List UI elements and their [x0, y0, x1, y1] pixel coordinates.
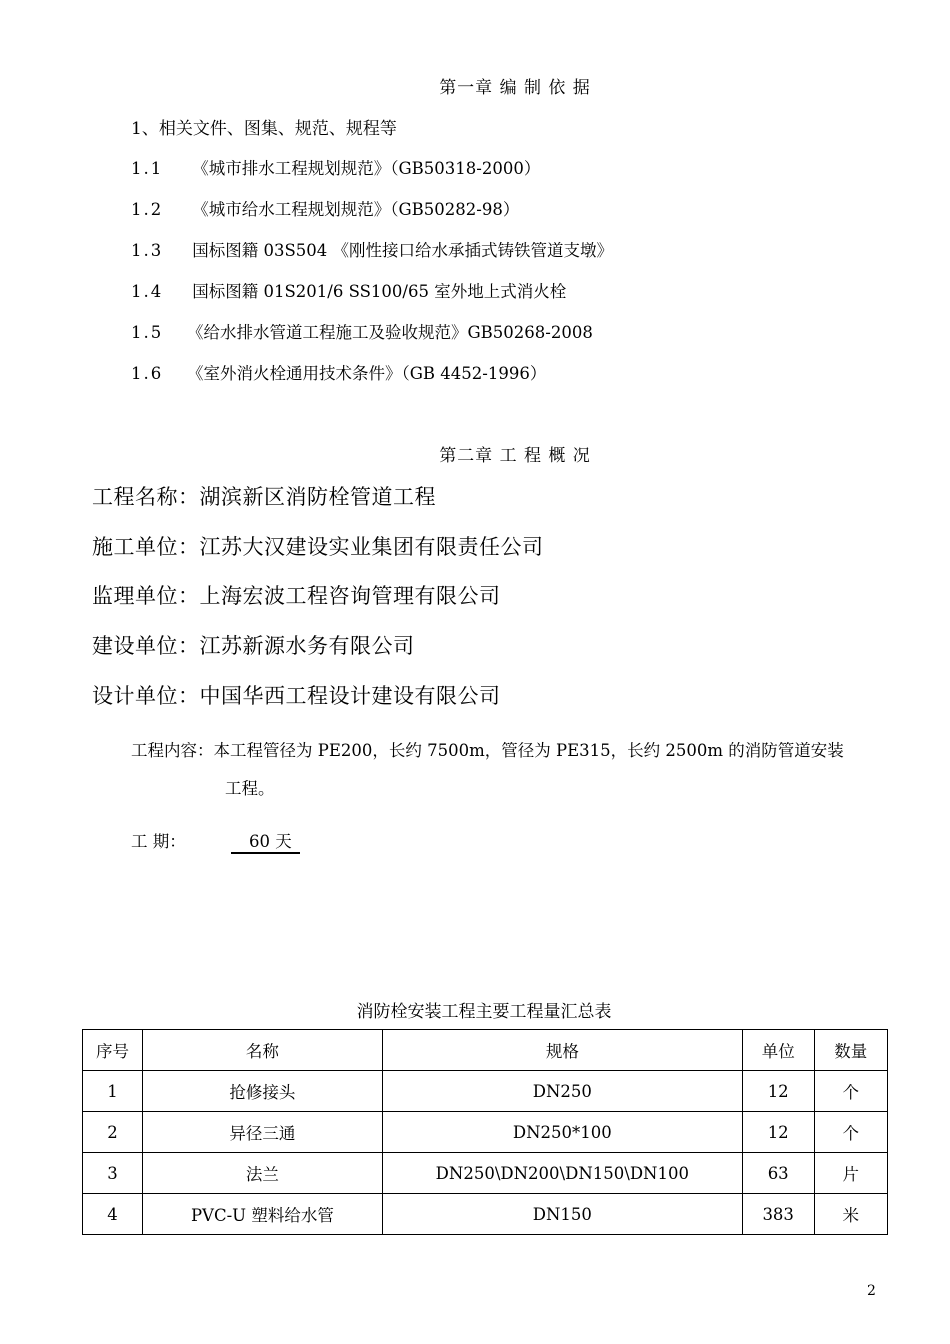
reference-text: 《给水排水管道工程施工及验收规范》GB50268-2008 [187, 323, 593, 342]
cell-unit: 63 [742, 1153, 814, 1194]
construction-unit: 施工单位：江苏大汉建设实业集团有限责任公司 [92, 535, 544, 559]
reference-item [131, 360, 546, 384]
cell-name: 法兰 [143, 1153, 383, 1194]
header-name: 名称 [143, 1030, 383, 1071]
design-unit: 设计单位：中国华西工程设计建设有限公司 [92, 684, 501, 708]
table-header-row [83, 1030, 888, 1071]
page-number: 2 [867, 1283, 876, 1299]
table-row [83, 1112, 888, 1153]
header-index: 序号 [83, 1030, 143, 1071]
reference-item [131, 155, 540, 179]
supervision-unit: 监理单位：上海宏波工程咨询管理有限公司 [92, 584, 501, 608]
cell-spec: DN250*100 [382, 1112, 742, 1153]
cell-index: 3 [83, 1153, 143, 1194]
table-title: 消防栓安装工程主要工程量汇总表 [356, 1002, 612, 1022]
reference-number: 1.1 [131, 159, 164, 178]
reference-item [131, 237, 613, 261]
reference-item [131, 196, 519, 220]
reference-text: 《城市排水工程规划规范》（GB50318-2000） [187, 159, 541, 178]
cell-name: 抢修接头 [143, 1071, 383, 1112]
reference-item [131, 319, 593, 343]
construction-period [131, 828, 300, 854]
cell-index: 4 [83, 1194, 143, 1235]
header-unit: 单位 [742, 1030, 814, 1071]
reference-number: 1.6 [131, 364, 164, 383]
reference-number: 1.3 [131, 241, 164, 260]
table-row [83, 1153, 888, 1194]
chapter-2-title: 第二章 工 程 概 况 [439, 446, 591, 466]
project-content: 工程内容：本工程管径为 PE200，长约 7500m，管径为 PE315，长约 2500m 的消防管道安装 [131, 741, 844, 760]
project-name: 工程名称：湖滨新区消防栓管道工程 [92, 485, 436, 509]
cell-spec: DN250 [382, 1071, 742, 1112]
period-label: 工 期： [131, 832, 186, 851]
table-row [83, 1194, 888, 1235]
cell-quantity: 米 [814, 1194, 888, 1235]
project-content-continued: 工程。 [225, 779, 275, 798]
cell-spec: DN250\DN200\DN150\DN100 [382, 1153, 742, 1194]
header-quantity: 数量 [814, 1030, 888, 1071]
header-spec: 规格 [382, 1030, 742, 1071]
cell-index: 1 [83, 1071, 143, 1112]
cell-name: 异径三通 [143, 1112, 383, 1153]
cell-unit: 12 [742, 1071, 814, 1112]
reference-number: 1.2 [131, 200, 164, 219]
reference-heading: 1、相关文件、图集、规范、规程等 [131, 119, 397, 139]
owner-unit: 建设单位：江苏新源水务有限公司 [92, 634, 415, 658]
cell-spec: DN150 [382, 1194, 742, 1235]
cell-quantity: 个 [814, 1112, 888, 1153]
reference-item [131, 278, 566, 302]
reference-text: 国标图籍 01S201/6 SS100/65 室外地上式消火栓 [187, 282, 567, 301]
cell-index: 2 [83, 1112, 143, 1153]
reference-text: 《城市给水工程规划规范》（GB50282-98） [187, 200, 520, 219]
cell-unit: 12 [742, 1112, 814, 1153]
reference-text: 《室外消火栓通用技术条件》（GB 4452-1996） [187, 364, 547, 383]
cell-unit: 383 [742, 1194, 814, 1235]
reference-number: 1.4 [131, 282, 164, 301]
cell-quantity: 个 [814, 1071, 888, 1112]
chapter-1-title: 第一章 编 制 依 据 [439, 78, 591, 98]
quantity-table [82, 1029, 888, 1235]
reference-text: 国标图籍 03S504 《刚性接口给水承插式铸铁管道支墩》 [187, 241, 614, 260]
table-row [83, 1071, 888, 1112]
cell-name: PVC-U 塑料给水管 [143, 1194, 383, 1235]
cell-quantity: 片 [814, 1153, 888, 1194]
reference-number: 1.5 [131, 323, 164, 342]
period-value: 60 天 [231, 828, 300, 854]
